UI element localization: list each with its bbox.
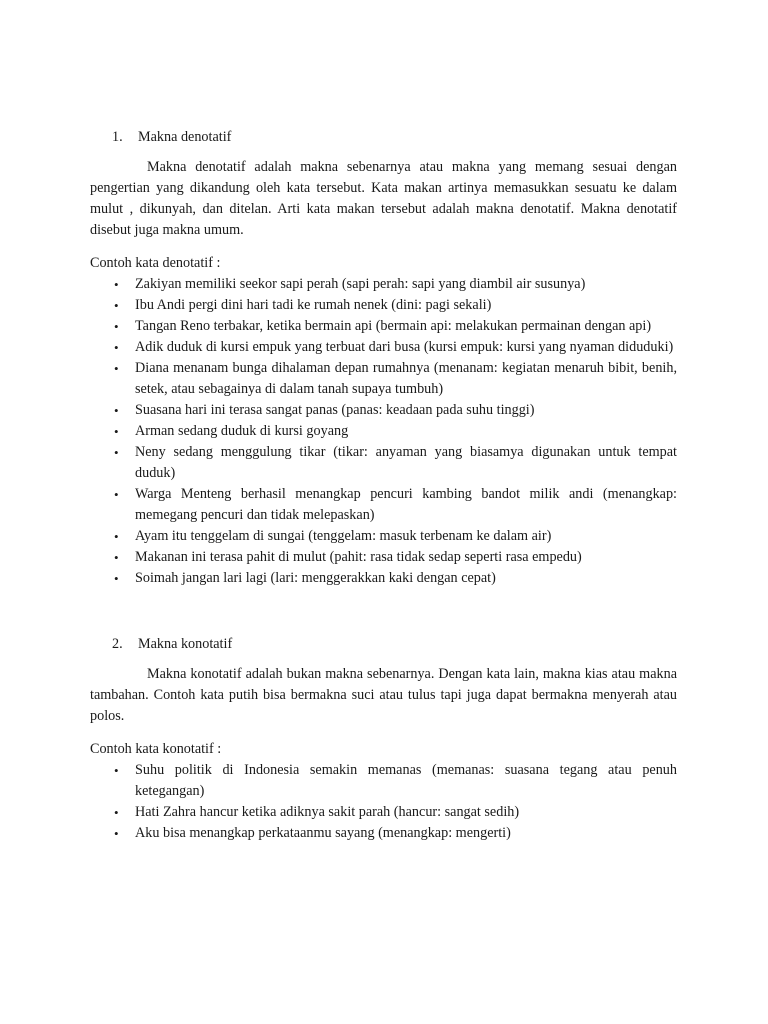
list-item-text: Neny sedang menggulung tikar (tikar: anyaman yang biasamya digunakan untuk tempat duduk) xyxy=(135,444,677,481)
list-item xyxy=(90,526,677,547)
list-item xyxy=(90,442,677,484)
list-item xyxy=(90,568,677,589)
list-item-text: Suhu politik di Indonesia semakin memanas (memanas: suasana tegang atau penuh ketegangan) xyxy=(135,762,677,799)
section-2-examples-label: Contoh kata konotatif : xyxy=(90,741,222,757)
section-1-paragraph: Makna denotatif adalah makna sebenarnya atau makna yang memang sesuai dengan pengertian yang dikandung oleh kata tersebut. Kata makan artinya memasukkan sesuatu ke dalam mulut , dikunyah, dan ditelan. Arti kata makan tersebut adalah makna denotatif. Makna denotatif disebut juga makna umum. xyxy=(90,159,677,238)
document-page xyxy=(90,127,677,844)
bullet-icon: • xyxy=(114,529,119,544)
bullet-icon: • xyxy=(114,319,119,334)
list-item-text: Tangan Reno terbakar, ketika bermain api (bermain api: melakukan permainan dengan api) xyxy=(135,318,652,334)
section-1-number: 1. xyxy=(112,129,123,145)
list-item-text: Hati Zahra hancur ketika adiknya sakit parah (hancur: sangat sedih) xyxy=(135,804,520,820)
list-item xyxy=(90,547,677,568)
bullet-icon: • xyxy=(114,763,119,778)
section-2-heading xyxy=(90,634,677,654)
list-item xyxy=(90,823,677,844)
bullet-icon: • xyxy=(114,487,119,502)
list-item-text: Ayam itu tenggelam di sungai (tenggelam: masuk terbenam ke dalam air) xyxy=(135,528,552,544)
bullet-icon: • xyxy=(114,340,119,355)
list-item xyxy=(90,295,677,316)
section-2-paragraph: Makna konotatif adalah bukan makna sebenarnya. Dengan kata lain, makna kias atau makna tambahan. Contoh kata putih bisa bermakna suci atau tulus tapi juga dapat bermakna menyerah atau polos. xyxy=(90,666,677,724)
section-1-heading xyxy=(90,127,677,147)
bullet-icon: • xyxy=(114,826,119,841)
list-item-text: Arman sedang duduk di kursi goyang xyxy=(135,423,349,439)
bullet-icon: • xyxy=(114,445,119,460)
bullet-icon: • xyxy=(114,571,119,586)
list-item-text: Ibu Andi pergi dini hari tadi ke rumah nenek (dini: pagi sekali) xyxy=(135,297,492,313)
bullet-icon: • xyxy=(114,424,119,439)
bullet-icon: • xyxy=(114,403,119,418)
bullet-icon: • xyxy=(114,361,119,376)
list-item-text: Soimah jangan lari lagi (lari: menggerakkan kaki dengan cepat) xyxy=(135,570,496,586)
list-item xyxy=(90,484,677,526)
list-item xyxy=(90,400,677,421)
bullet-icon: • xyxy=(114,277,119,292)
section-2-number: 2. xyxy=(112,636,123,652)
list-item xyxy=(90,316,677,337)
list-item-text: Suasana hari ini terasa sangat panas (panas: keadaan pada suhu tinggi) xyxy=(135,402,535,418)
list-item xyxy=(90,802,677,823)
list-item xyxy=(90,421,677,442)
list-item xyxy=(90,760,677,802)
list-item-text: Diana menanam bunga dihalaman depan rumahnya (menanam: kegiatan menaruh bibit, benih, setek, atau sebagainya di dalam tanah supaya tumbuh) xyxy=(135,360,677,397)
list-item xyxy=(90,358,677,400)
list-item-text: Warga Menteng berhasil menangkap pencuri kambing bandot milik andi (menangkap: memegang pencuri dan tidak melepaskan) xyxy=(135,486,677,523)
section-1-examples-label: Contoh kata denotatif : xyxy=(90,255,221,271)
section-1-example-list xyxy=(90,274,677,589)
bullet-icon: • xyxy=(114,298,119,313)
list-item-text: Makanan ini terasa pahit di mulut (pahit: rasa tidak sedap seperti rasa empedu) xyxy=(135,549,582,565)
section-2-title: Makna konotatif xyxy=(138,636,233,652)
list-item xyxy=(90,337,677,358)
section-2-example-list xyxy=(90,760,677,844)
bullet-icon: • xyxy=(114,550,119,565)
list-item-text: Aku bisa menangkap perkataanmu sayang (menangkap: mengerti) xyxy=(135,825,511,841)
list-item xyxy=(90,274,677,295)
section-1-title: Makna denotatif xyxy=(138,129,232,145)
bullet-icon: • xyxy=(114,805,119,820)
list-item-text: Adik duduk di kursi empuk yang terbuat dari busa (kursi empuk: kursi yang nyaman diduduki) xyxy=(135,339,674,355)
list-item-text: Zakiyan memiliki seekor sapi perah (sapi perah: sapi yang diambil air susunya) xyxy=(135,276,586,292)
